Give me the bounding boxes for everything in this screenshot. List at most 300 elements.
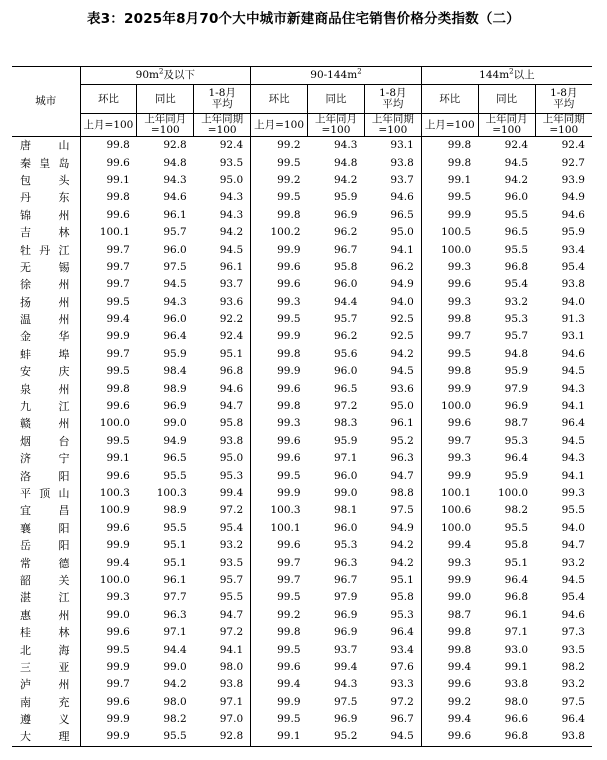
index-value: 95.7 [334,313,358,326]
index-value: 97.1 [504,626,529,639]
index-value: 94.2 [390,347,414,360]
index-value: 93.2 [561,678,585,691]
index-value: 99.8 [251,346,308,363]
index-value: 99.5 [106,434,130,447]
index-value: 96.3 [390,452,414,465]
index-value: 97.2 [390,695,414,708]
base-header-row [12,114,592,137]
index-value: 97.9 [334,591,358,604]
index-value: 99.4 [219,487,244,499]
base-header-cell: 上年同月 =100 [478,114,535,137]
index-value: 99.8 [421,137,478,155]
index-value: 94.1 [390,243,414,256]
table-row [12,276,592,293]
index-value: 94.3 [219,191,244,204]
index-value: 99.9 [421,380,478,397]
index-value: 95.8 [219,417,244,430]
index-value: 99.5 [421,189,478,206]
index-value: 93.1 [561,330,585,343]
index-value: 95.1 [163,539,187,552]
index-value: 95.8 [504,539,529,552]
index-value: 97.3 [561,626,585,639]
index-value: 98.8 [390,487,414,499]
index-value: 94.7 [390,469,414,482]
sub-header-cell: 同比 [478,85,535,114]
index-value: 93.7 [390,173,414,186]
table-row [12,485,592,502]
index-value: 96.1 [504,608,529,621]
city-name: 吉林 [12,224,80,241]
index-value: 100.2 [251,224,308,241]
city-name: 韶关 [12,572,80,589]
index-value: 97.5 [163,260,187,273]
table-row [12,137,592,155]
index-value: 97.5 [561,695,585,708]
index-value: 95.7 [504,330,529,343]
index-value: 96.4 [504,573,529,586]
index-value: 99.6 [106,156,130,169]
index-value: 98.4 [163,365,187,378]
index-value: 94.2 [219,226,244,239]
index-value: 99.0 [334,487,358,499]
index-value: 95.9 [504,365,529,378]
index-value: 94.9 [163,434,187,447]
index-value: 93.8 [390,156,414,169]
city-name: 济宁 [12,450,80,467]
index-value: 99.5 [251,467,308,484]
index-value: 97.2 [219,626,244,639]
city-name: 秦皇岛 [12,154,80,171]
index-value: 93.4 [561,243,585,256]
index-value: 94.6 [561,347,585,360]
city-name: 南充 [12,694,80,711]
city-name: 金华 [12,328,80,345]
index-value: 95.0 [390,226,414,239]
city-name: 三亚 [12,659,80,676]
index-value: 99.9 [251,694,308,711]
index-value: 95.5 [504,521,529,534]
index-value: 94.2 [390,556,414,569]
index-value: 99.6 [421,276,478,293]
index-value: 96.8 [478,728,535,746]
table-row [12,346,592,363]
index-value: 99.6 [251,659,308,676]
index-value: 96.0 [163,313,187,326]
index-value: 92.4 [561,139,585,152]
city-name: 遵义 [12,711,80,728]
sub-header-cell: 1-8月 平均 [194,85,251,114]
index-value: 99.9 [421,572,478,589]
index-value: 95.9 [334,191,358,204]
index-value: 93.1 [390,139,414,152]
table-row [12,624,592,641]
index-value: 99.3 [561,487,585,499]
city-name: 牡丹江 [12,241,80,258]
index-value: 99.2 [421,694,478,711]
group-header-small: $90m^2$及以下 [80,67,251,85]
index-value: 99.6 [106,400,130,413]
index-value: 99.8 [421,311,478,328]
index-value: 96.5 [163,452,187,465]
index-value: 93.8 [219,434,244,447]
index-value: 93.8 [219,678,244,691]
index-value: 94.6 [561,208,585,221]
index-value: 95.5 [504,243,529,256]
index-value: 99.7 [251,554,308,571]
index-value: 98.7 [504,417,529,430]
index-value: 96.4 [163,330,187,343]
price-index-table [12,66,592,747]
index-value: 99.4 [421,711,478,728]
city-name: 无锡 [12,259,80,276]
index-value: 100.0 [421,241,478,258]
sub-header-cell: 同比 [308,85,365,114]
index-value: 94.2 [163,678,187,691]
index-value: 99.4 [251,676,308,693]
city-column-header: 城市 [12,67,80,137]
index-value: 93.6 [390,382,414,395]
index-value: 96.7 [390,713,414,726]
base-header-cell: 上月=100 [421,114,478,137]
city-name: 平顶山 [12,485,80,502]
table-row [12,467,592,484]
index-value: 95.9 [561,226,585,239]
index-value: 99.5 [251,311,308,328]
index-value: 99.9 [251,328,308,345]
index-value: 95.7 [219,573,244,586]
table-row [12,676,592,693]
index-value: 99.5 [251,589,308,606]
index-value: 100.0 [421,520,478,537]
index-value: 97.2 [219,504,244,517]
index-value: 95.9 [163,347,187,360]
index-value: 99.5 [251,641,308,658]
index-value: 94.2 [390,539,414,552]
index-value: 96.7 [334,243,358,256]
index-value: 100.5 [421,224,478,241]
table-row [12,537,592,554]
index-value: 94.3 [334,139,358,152]
index-value: 91.3 [561,313,585,326]
index-value: 94.9 [561,191,585,204]
index-value: 94.7 [219,400,244,413]
index-value: 95.3 [504,313,529,326]
index-value: 99.8 [421,154,478,171]
city-name: 安庆 [12,363,80,380]
index-value: 96.1 [219,260,244,273]
index-value: 95.4 [219,521,244,534]
index-value: 99.6 [251,380,308,397]
index-value: 93.3 [390,678,414,691]
index-value: 96.9 [334,626,358,639]
city-name: 泉州 [12,380,80,397]
index-value: 96.9 [334,713,358,726]
index-value: 94.6 [390,191,414,204]
table-row [12,607,592,624]
index-value: 96.9 [334,208,358,221]
index-value: 95.3 [334,539,358,552]
index-value: 93.9 [561,173,585,186]
base-header-cell: 上年同期 =100 [194,114,251,137]
index-value: 99.6 [251,276,308,293]
index-value: 94.5 [561,365,585,378]
index-value: 97.0 [219,713,244,726]
index-value: 96.3 [163,608,187,621]
index-value: 94.8 [504,347,529,360]
index-value: 96.4 [561,713,585,726]
index-value: 93.5 [561,643,585,656]
index-value: 99.3 [251,294,308,311]
index-value: 96.9 [504,400,529,413]
index-value: 99.1 [106,173,130,186]
table-row [12,172,592,189]
index-value: 95.1 [163,556,187,569]
sub-header-cell: 1-8月 平均 [364,85,421,114]
index-value: 92.2 [219,313,244,326]
index-value: 96.4 [561,417,585,430]
index-value: 92.8 [163,139,187,152]
index-value: 99.0 [163,660,187,673]
index-value: 96.2 [390,260,414,273]
sub-header-row [12,85,592,114]
index-value: 99.4 [421,537,478,554]
index-value: 94.3 [163,173,187,186]
index-value: 97.6 [390,660,414,673]
index-value: 93.2 [561,556,585,569]
index-value: 99.9 [251,485,308,502]
index-value: 99.1 [504,660,529,673]
group-header-medium: $90-144m^2$ [251,67,422,85]
index-value: 94.5 [561,434,585,447]
index-value: 94.9 [390,521,414,534]
index-value: 97.5 [334,695,358,708]
index-value: 96.4 [390,626,414,639]
index-value: 95.8 [390,591,414,604]
index-value: 96.0 [334,278,358,291]
table-row [12,294,592,311]
index-value: 93.6 [219,295,244,308]
index-value: 98.2 [561,660,585,673]
index-value: 93.5 [219,156,244,169]
index-value: 98.2 [163,713,187,726]
index-value: 98.0 [504,695,529,708]
index-value: 99.5 [251,711,308,728]
index-value: 96.2 [334,330,358,343]
index-value: 99.0 [163,417,187,430]
index-value: 99.9 [106,330,130,343]
index-value: 94.3 [561,452,585,465]
index-value: 100.1 [251,520,308,537]
index-value: 99.6 [421,728,478,746]
index-value: 93.8 [504,678,529,691]
index-value: 96.9 [163,400,187,413]
index-value: 99.6 [251,450,308,467]
index-value: 99.7 [106,260,130,273]
index-value: 99.8 [421,363,478,380]
city-name: 温州 [12,311,80,328]
index-value: 99.0 [421,589,478,606]
table-row [12,154,592,171]
index-value: 97.1 [334,452,358,465]
index-value: 94.3 [163,295,187,308]
index-value: 95.2 [390,434,414,447]
index-value: 98.9 [163,382,187,395]
index-value: 94.0 [390,295,414,308]
index-value: 99.9 [106,539,130,552]
index-value: 94.7 [219,608,244,621]
table-row [12,694,592,711]
group-header-large: $144m^2$以上 [421,67,592,85]
index-value: 99.3 [251,415,308,432]
index-value: 94.2 [504,173,529,186]
index-value: 99.7 [421,433,478,450]
index-value: 99.8 [251,624,308,641]
index-value: 99.2 [251,607,308,624]
index-value: 96.6 [504,713,529,726]
index-value: 92.4 [219,330,244,343]
index-value: 96.8 [504,591,529,604]
index-value: 94.9 [390,278,414,291]
index-value: 100.0 [421,398,478,415]
city-name: 九江 [12,398,80,415]
sub-header-cell: 同比 [137,85,194,114]
city-name: 赣州 [12,415,80,432]
index-value: 99.8 [251,207,308,224]
sub-header-cell: 环比 [80,85,137,114]
index-value: 92.5 [390,330,414,343]
index-value: 95.0 [219,452,244,465]
index-value: 99.6 [106,695,130,708]
base-header-cell: 上年同期 =100 [535,114,592,137]
table-row [12,363,592,380]
index-value: 98.7 [421,607,478,624]
index-value: 99.8 [106,191,130,204]
table-row [12,311,592,328]
index-value: 99.8 [421,641,478,658]
index-value: 100.0 [497,487,529,499]
city-name: 烟台 [12,433,80,450]
index-value: 99.3 [421,294,478,311]
city-name: 宜昌 [12,502,80,519]
index-value: 94.5 [364,728,421,746]
index-value: 94.4 [163,643,187,656]
city-name: 洛阳 [12,467,80,484]
index-value: 99.9 [251,241,308,258]
table-row [12,641,592,658]
index-value: 100.9 [99,504,130,517]
index-value: 96.5 [334,382,358,395]
index-value: 99.9 [421,207,478,224]
index-value: 100.1 [421,485,478,502]
index-value: 95.6 [334,347,358,360]
index-value: 99.8 [106,139,130,152]
index-value: 95.0 [390,400,414,413]
index-value: 99.6 [251,433,308,450]
index-value: 98.2 [504,504,529,517]
index-value: 96.5 [390,208,414,221]
index-value: 96.2 [334,226,358,239]
city-name: 锦州 [12,207,80,224]
index-value: 92.4 [504,139,529,152]
index-value: 99.6 [251,259,308,276]
index-value: 95.5 [561,504,585,517]
index-value: 96.7 [334,573,358,586]
index-value: 94.3 [561,382,585,395]
index-value: 95.1 [219,347,244,360]
index-value: 99.4 [106,556,130,569]
index-value: 99.0 [106,608,130,621]
index-value: 93.0 [504,643,529,656]
table-row [12,520,592,537]
index-value: 95.2 [308,728,365,746]
index-value: 98.0 [219,660,244,673]
index-value: 99.5 [106,295,130,308]
page-title: 表3：2025年8月70个大中城市新建商品住宅销售价格分类指数（二） [87,11,520,27]
index-value: 93.7 [334,643,358,656]
index-value: 93.8 [535,728,592,746]
index-value: 92.7 [561,156,585,169]
sub-header-cell: 1-8月 平均 [535,85,592,114]
index-value: 99.9 [80,728,137,746]
base-header-cell: 上月=100 [80,114,137,137]
index-value: 94.5 [504,156,529,169]
index-value: 95.4 [561,260,585,273]
index-value: 95.5 [219,591,244,604]
index-value: 100.0 [99,573,130,586]
table-row [12,398,592,415]
index-value: 99.8 [106,382,130,395]
index-value: 99.6 [421,676,478,693]
index-value: 96.0 [334,365,358,378]
index-value: 93.2 [219,539,244,552]
index-value: 96.3 [334,556,358,569]
index-value: 92.5 [390,313,414,326]
index-value: 96.0 [334,469,358,482]
city-name: 泸州 [12,676,80,693]
index-value: 93.4 [390,643,414,656]
table-row [12,415,592,432]
index-value: 92.8 [194,728,251,746]
index-value: 99.2 [251,172,308,189]
index-value: 98.3 [334,417,358,430]
index-value: 99.4 [334,660,358,673]
table-row [12,207,592,224]
index-value: 96.8 [504,260,529,273]
index-value: 94.5 [390,365,414,378]
table-row [12,328,592,345]
city-name: 大理 [12,728,80,746]
index-value: 95.5 [504,208,529,221]
index-value: 96.9 [334,608,358,621]
table-row [12,554,592,571]
index-value: 93.5 [219,556,244,569]
index-value: 94.0 [561,521,585,534]
index-value: 99.2 [251,137,308,155]
index-value: 100.3 [251,502,308,519]
index-value: 99.4 [421,659,478,676]
index-value: 95.3 [390,608,414,621]
city-name: 湛江 [12,589,80,606]
table-row [12,659,592,676]
table-row [12,728,592,746]
index-value: 94.8 [163,156,187,169]
base-header-cell: 上月=100 [251,114,308,137]
city-name: 徐州 [12,276,80,293]
index-value: 99.1 [251,728,308,746]
index-value: 95.9 [334,434,358,447]
index-value: 95.1 [504,556,529,569]
index-value: 94.1 [561,469,585,482]
